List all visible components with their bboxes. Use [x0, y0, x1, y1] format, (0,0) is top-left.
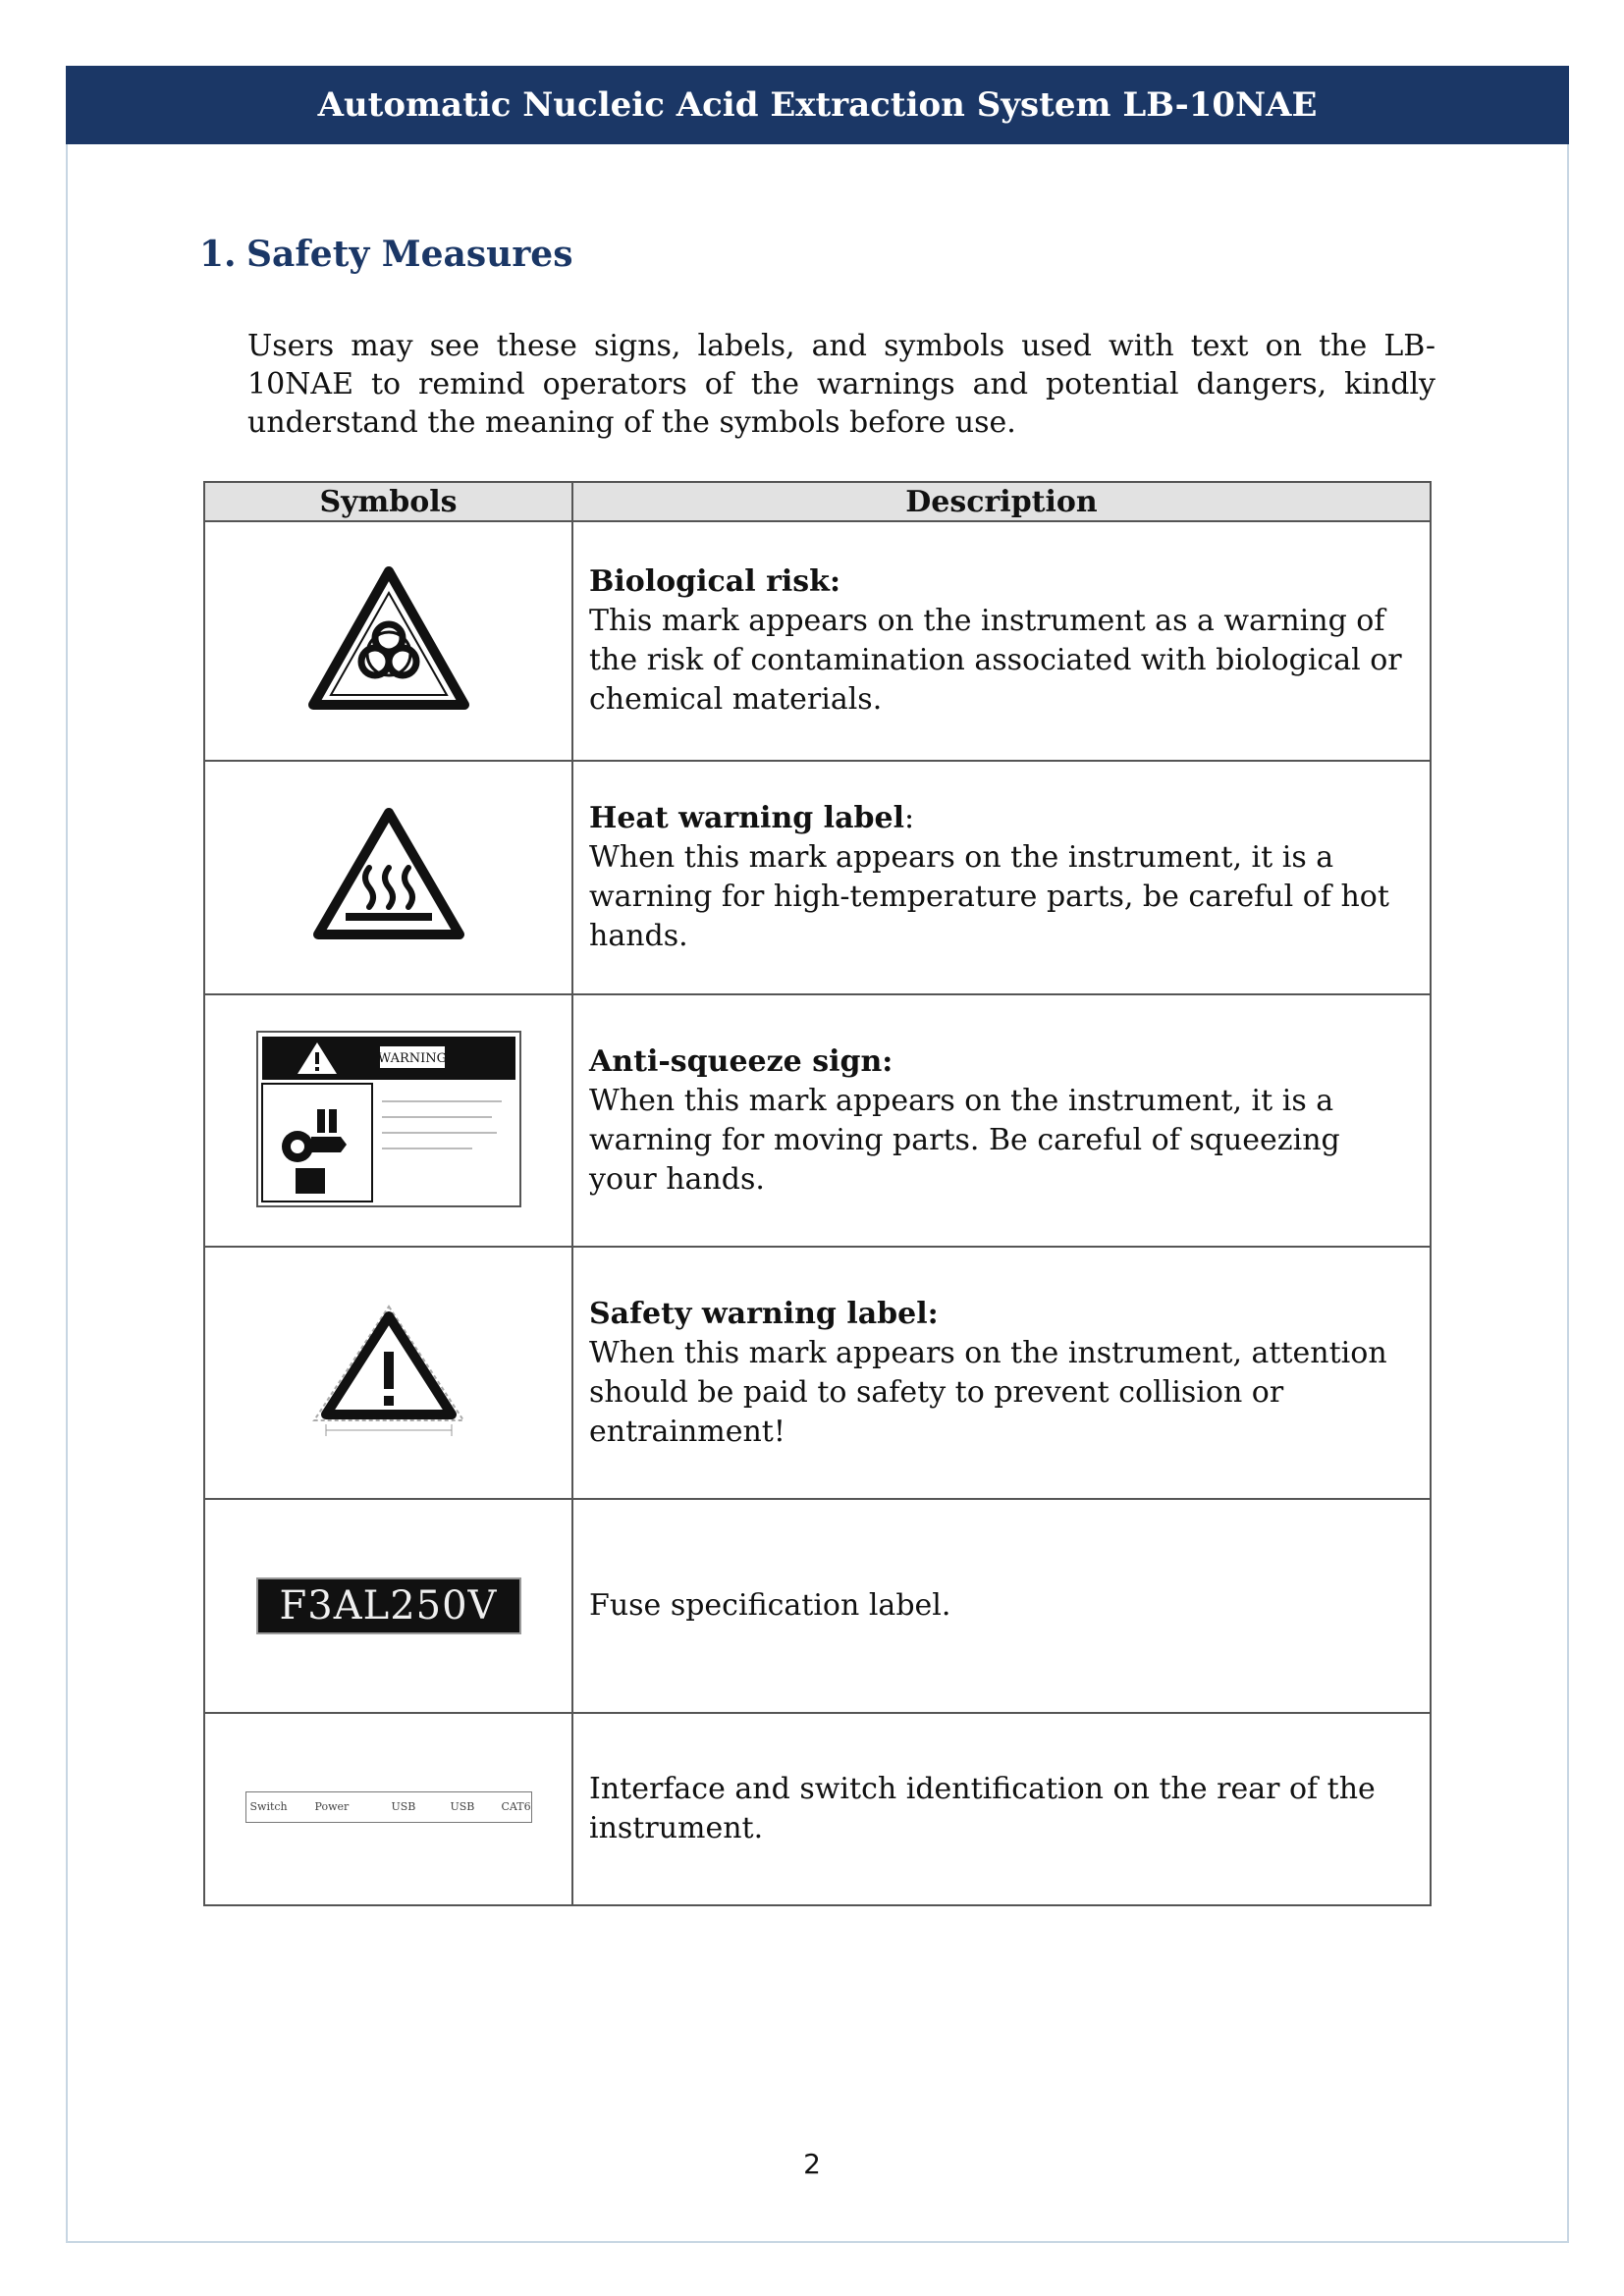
intro-paragraph: Users may see these signs, labels, and symbols used with text on the LB-10NAE to remind operators of the warnings and potential dangers, kindly understand the meaning of the symbols before use. — [247, 329, 1435, 440]
section-number: 1. — [199, 234, 237, 275]
description-text: When this mark appears on the instrument, attention should be paid to safety to prevent collision or entrainment! — [589, 1335, 1387, 1449]
description-cell — [572, 1247, 1431, 1499]
interface-usb-label: USB — [450, 1800, 475, 1813]
description-cell — [572, 994, 1431, 1247]
table-row — [204, 1247, 1431, 1499]
symbols-table — [203, 481, 1432, 1906]
section-heading — [199, 234, 572, 275]
symbol-cell — [204, 1499, 572, 1713]
warning-label-word: WARNING — [377, 1050, 447, 1066]
interface-cat6-label: CAT6 — [501, 1800, 531, 1813]
symbol-cell — [204, 1247, 572, 1499]
page-number: 2 — [803, 2148, 821, 2180]
table-row — [204, 521, 1431, 761]
description-text: Interface and switch identification on the rear of the instrument. — [589, 1772, 1376, 1845]
description-heading: Anti-squeeze sign: — [589, 1043, 893, 1079]
description-heading: Safety warning label: — [589, 1296, 939, 1331]
description-cell — [572, 761, 1431, 994]
table-row — [204, 761, 1431, 994]
rear-interface-label — [245, 1791, 532, 1823]
biohazard-warning-icon — [305, 565, 472, 713]
description-text: When this mark appears on the instrument, it is a warning for high-temperature parts, be careful of hot hands. — [589, 840, 1389, 953]
description-heading: Heat warning label — [589, 801, 904, 835]
heading-suffix: : — [903, 801, 915, 835]
description-cell — [572, 1713, 1431, 1905]
header-title: Automatic Nucleic Acid Extraction System LB-10NAE — [317, 85, 1318, 125]
description-cell — [572, 1499, 1431, 1713]
symbol-cell — [204, 521, 572, 761]
table-row — [204, 994, 1431, 1247]
interface-switch-label: Switch — [249, 1800, 288, 1813]
description-heading: Biological risk: — [589, 564, 841, 599]
interface-usb-label: USB — [391, 1800, 416, 1813]
symbol-cell — [204, 761, 572, 994]
document-header — [66, 66, 1569, 144]
hot-surface-warning-icon — [310, 807, 467, 944]
interface-power-label: Power — [314, 1800, 350, 1813]
description-heading-line — [589, 799, 1414, 838]
symbols-column-header: Symbols — [204, 482, 572, 521]
description-text: This mark appears on the instrument as a warning of the risk of contamination associated with biological or chemical materials. — [589, 604, 1402, 717]
general-warning-icon — [310, 1303, 467, 1440]
fuse-label: F3AL250V — [256, 1577, 521, 1634]
symbol-cell — [204, 994, 572, 1247]
description-cell — [572, 521, 1431, 761]
description-text: Fuse specification label. — [589, 1588, 951, 1623]
table-row — [204, 1499, 1431, 1713]
symbol-cell — [204, 1713, 572, 1905]
description-column-header: Description — [572, 482, 1431, 521]
section-title: Safety Measures — [246, 234, 573, 275]
description-text: When this mark appears on the instrument, it is a warning for moving parts. Be careful of squeezing your hands. — [589, 1083, 1340, 1197]
hand-crush-warning-label — [256, 1031, 521, 1207]
table-header-row — [204, 482, 1431, 521]
table-row — [204, 1713, 1431, 1905]
